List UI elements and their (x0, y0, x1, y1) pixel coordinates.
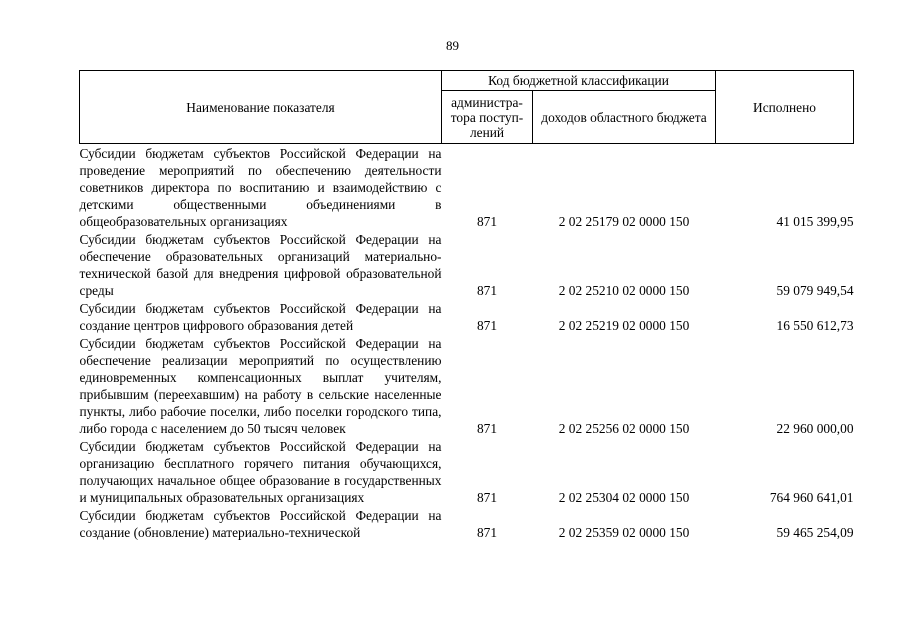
row-amount: 59 079 949,54 (776, 283, 854, 298)
row-amount: 22 960 000,00 (776, 421, 854, 436)
header-admin: администра-тора поступ-лений (442, 91, 533, 144)
row-name: Субсидии бюджетам субъектов Российской Федерации на создание центров цифрового образования детей (79, 301, 442, 333)
header-name: Наименование показателя (80, 71, 442, 144)
row-name: Субсидии бюджетам субъектов Российской Федерации на обеспечение образовательных организаций материально-технической базой для внедрения цифровой образовательной среды (79, 232, 442, 298)
row-income-code: 2 02 25304 02 0000 150 (558, 490, 690, 505)
row-amount: 764 960 641,01 (769, 490, 854, 505)
row-name: Субсидии бюджетам субъектов Российской Федерации на создание (обновление) материально-технической (79, 508, 442, 540)
row-admin-code: 871 (476, 318, 498, 333)
row-admin-code: 871 (476, 214, 498, 229)
table-body (80, 144, 854, 542)
table-row (80, 299, 854, 334)
table-row (80, 230, 854, 299)
table-header (80, 71, 854, 144)
row-admin-code: 871 (476, 490, 498, 505)
row-admin-code: 871 (476, 525, 498, 540)
row-income-code: 2 02 25359 02 0000 150 (558, 525, 690, 540)
header-code-group: Код бюджетной классификации (442, 71, 716, 91)
table-row (80, 144, 854, 231)
header-executed: Исполнено (716, 71, 854, 144)
table-row (80, 437, 854, 506)
row-income-code: 2 02 25256 02 0000 150 (558, 421, 690, 436)
row-name: Субсидии бюджетам субъектов Российской Федерации на обеспечение реализации мероприятий по осуществлению единовременных компенсационных выплат учителям, прибывшим (переехавшим) на работу в сельские населенные пункты, либо рабочие поселки, либо поселки городского типа, либо города с населением до 50 тысяч человек (79, 336, 442, 436)
row-amount: 59 465 254,09 (776, 525, 854, 540)
row-admin-code: 871 (476, 421, 498, 436)
table-row (80, 506, 854, 541)
row-income-code: 2 02 25210 02 0000 150 (558, 283, 690, 298)
row-amount: 16 550 612,73 (776, 318, 854, 333)
row-name: Субсидии бюджетам субъектов Российской Федерации на организацию бесплатного горячего питания обучающихся, получающих начальное общее образование в государственных и муниципальных образовательных организациях (79, 439, 442, 505)
table-row (80, 334, 854, 437)
budget-table (79, 70, 854, 541)
row-name: Субсидии бюджетам субъектов Российской Федерации на проведение мероприятий по обеспечению деятельности советников директора по воспитанию и взаимодействию с детскими общественными объединениями в общеобразовательных организациях (79, 146, 442, 229)
page-number: 89 (446, 38, 459, 53)
row-amount: 41 015 399,95 (776, 214, 854, 229)
row-income-code: 2 02 25219 02 0000 150 (558, 318, 690, 333)
row-income-code: 2 02 25179 02 0000 150 (558, 214, 690, 229)
header-income: доходов областного бюджета (533, 91, 716, 144)
row-admin-code: 871 (476, 283, 498, 298)
